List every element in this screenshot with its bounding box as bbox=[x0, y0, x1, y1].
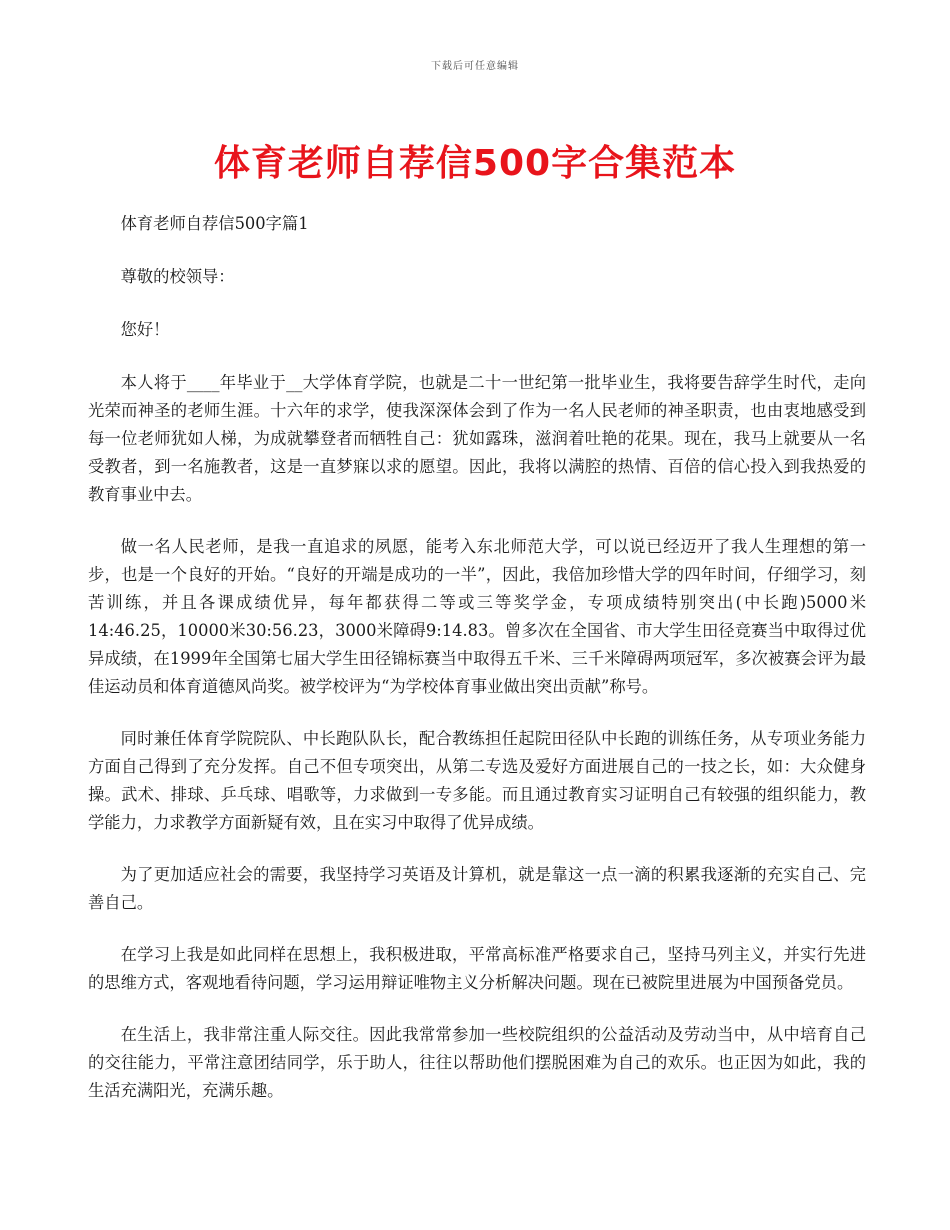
document-body bbox=[88, 210, 866, 1129]
paragraph: 为了更加适应社会的需要，我坚持学习英语及计算机，就是靠这一点一滴的积累我逐渐的充实自己、完善自己。 bbox=[88, 865, 866, 912]
section-heading: 体育老师自荐信500字篇1 bbox=[120, 214, 309, 233]
paragraph: 在学习上我是如此同样在思想上，我积极进取，平常高标准严格要求自己，坚持马列主义，并实行先进的思维方式，客观地看待问题，学习运用辩证唯物主义分析解决问题。现在已被院里进展为中国预备党员。 bbox=[88, 945, 866, 992]
header-note: 下载后可任意编辑 bbox=[431, 61, 519, 72]
paragraph: 做一名人民老师，是我一直追求的夙愿，能考入东北师范大学，可以说已经迈开了我人生理想的第一步，也是一个良好的开始。“良好的开端是成功的一半”，因此，我倍加珍惜大学的四年时间，仔细学习，刻苦训练，并且各课成绩优异，每年都获得二等或三等奖学金，专项成绩特别突出(中长跑)5000米14:46.25，10000米30:56.23，3000米障碍9:14.83。曾多次在全国省、市大学生田径竞赛当中取得过优异成绩，在1999年全国第七届大学生田径锦标赛当中取得五千米、三千米障碍两项冠军，多次被赛会评为最佳运动员和体育道德风尚奖。被学校评为“为学校体育事业做出突出贡献”称号。 bbox=[88, 537, 866, 696]
paragraph: 同时兼任体育学院院队、中长跑队队长，配合教练担任起院田径队中长跑的训练任务，从专项业务能力方面自己得到了充分发挥。自己不但专项突出，从第二专选及爱好方面进展自己的一技之长，如：大众健身操。武术、排球、乒乓球、唱歌等，力求做到一专多能。而且通过教育实习证明自己有较强的组织能力，教学能力，力求教学方面新疑有效，且在实习中取得了优异成绩。 bbox=[88, 729, 866, 832]
paragraph: 本人将于____年毕业于__大学体育学院，也就是二十一世纪第一批毕业生，我将要告辞学生时代，走向光荣而神圣的老师生涯。十六年的求学，使我深深体会到了作为一名人民老师的神圣职责，也由衷地感受到每一位老师犹如人梯，为成就攀登者而牺牲自己：犹如露珠，滋润着吐艳的花果。现在，我马上就要从一名受教者，到一名施教者，这是一直梦寐以求的愿望。因此，我将以满腔的热情、百倍的信心投入到我热爱的教育事业中去。 bbox=[88, 373, 866, 504]
greeting: 您好！ bbox=[120, 320, 170, 339]
paragraph: 在生活上，我非常注重人际交往。因此我常常参加一些校院组织的公益活动及劳动当中，从中培育自己的交往能力，平常注意团结同学，乐于助人，往往以帮助他们摆脱困难为自己的欢乐。也正因为如此，我的生活充满阳光，充满乐趣。 bbox=[88, 1025, 866, 1100]
document-title: 体育老师自荐信500字合集范本 bbox=[213, 143, 737, 184]
salutation: 尊敬的校领导： bbox=[120, 267, 235, 286]
